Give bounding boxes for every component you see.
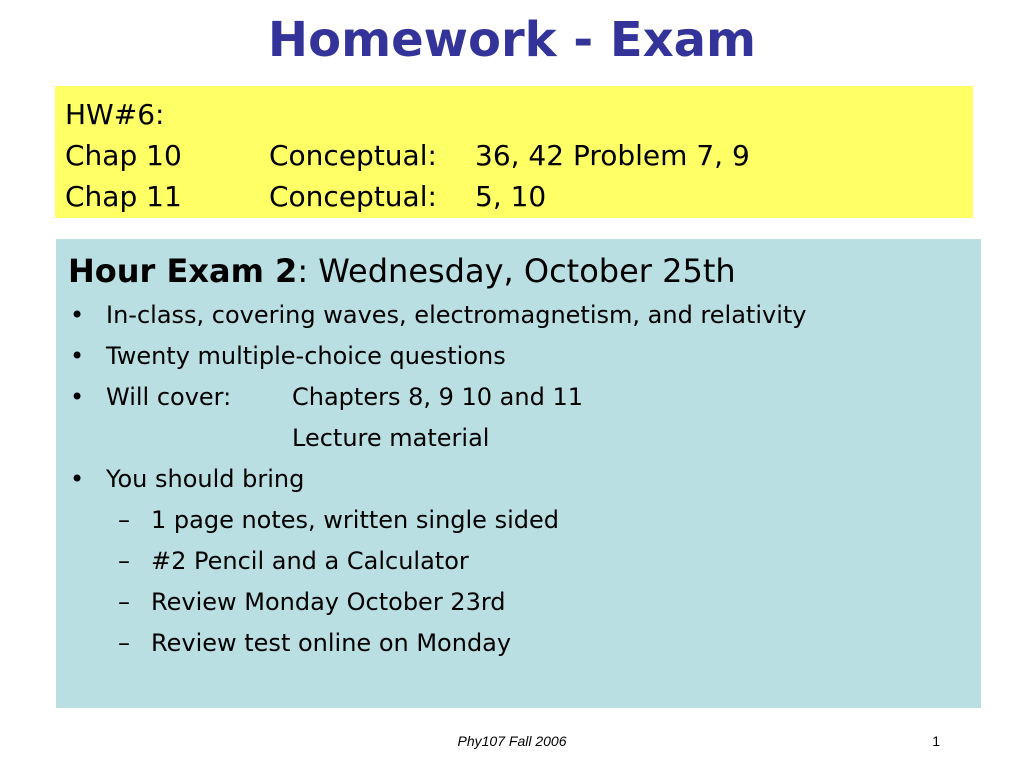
- list-item: [68, 295, 981, 336]
- bullet-text: [106, 377, 583, 418]
- list-item: [68, 336, 981, 377]
- dash-marker: –: [118, 506, 130, 534]
- sub-list-item: [68, 623, 981, 664]
- cover-item: Chapters 8, 9 10 and 11: [292, 383, 583, 411]
- bring-item: Review Monday October 23rd: [151, 588, 506, 616]
- dash-marker: –: [118, 547, 130, 575]
- homework-items: 36, 42 Problem 7, 9: [475, 139, 750, 172]
- bring-label: You should bring: [106, 465, 305, 493]
- page-number: 1: [932, 733, 940, 749]
- bullet-marker: •: [70, 383, 85, 411]
- exam-heading-date: : Wednesday, October 25th: [297, 252, 736, 290]
- bring-item: #2 Pencil and a Calculator: [151, 547, 469, 575]
- list-item: [68, 459, 981, 500]
- homework-chapter: Chap 10: [65, 139, 182, 172]
- bullet-marker: •: [70, 465, 85, 493]
- homework-row: [65, 176, 973, 217]
- exam-heading-bold: Hour Exam 2: [68, 252, 298, 290]
- dash-marker: –: [118, 629, 130, 657]
- homework-label: Conceptual:: [269, 180, 437, 213]
- homework-box: [55, 86, 973, 218]
- list-item: [68, 377, 981, 418]
- bullet-text: Twenty multiple-choice questions: [106, 342, 506, 370]
- cover-label: Will cover:: [106, 383, 232, 411]
- homework-row: [65, 135, 973, 176]
- exam-box: [56, 239, 981, 708]
- bullet-marker: •: [70, 342, 85, 370]
- slide-title: Homework - Exam: [267, 12, 757, 68]
- dash-marker: –: [118, 588, 130, 616]
- bring-item: Review test online on Monday: [151, 629, 512, 657]
- footer-course: Phy107 Fall 2006: [457, 733, 567, 749]
- list-item-continuation: [68, 418, 981, 459]
- homework-label: Conceptual:: [269, 139, 437, 172]
- sub-list-item: [68, 582, 981, 623]
- homework-chapter: Chap 11: [65, 180, 182, 213]
- exam-heading: [68, 249, 981, 293]
- sub-list-item: [68, 541, 981, 582]
- homework-items: 5, 10: [475, 180, 547, 213]
- cover-item: Lecture material: [292, 424, 490, 452]
- bullet-marker: •: [70, 301, 85, 329]
- bring-item: 1 page notes, written single sided: [151, 506, 559, 534]
- bullet-text: In-class, covering waves, electromagnetism, and relativity: [106, 301, 807, 329]
- sub-list-item: [68, 500, 981, 541]
- homework-heading: HW#6:: [65, 98, 165, 131]
